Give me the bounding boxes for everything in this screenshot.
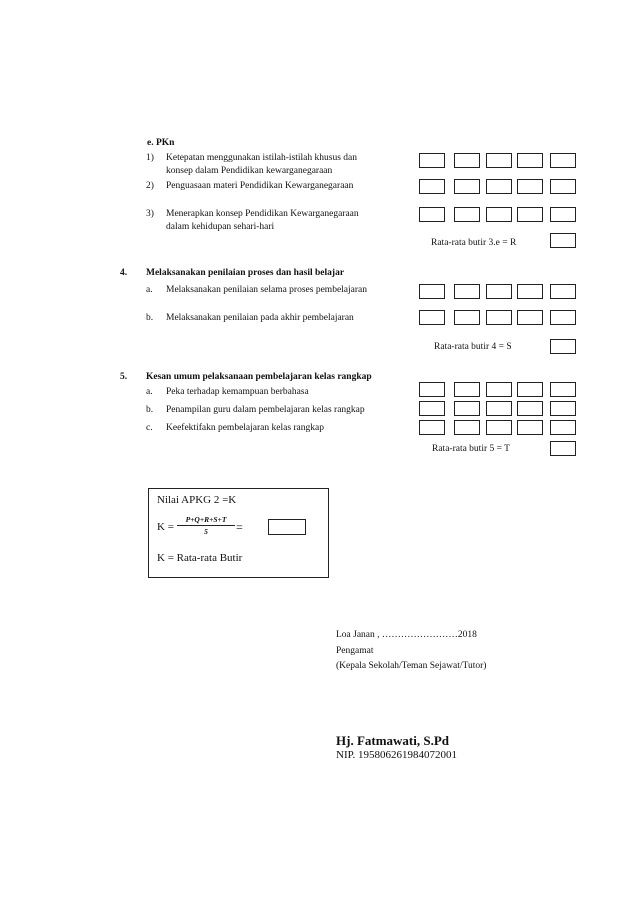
score-box[interactable] [419, 207, 445, 222]
item-number: b. [146, 405, 154, 415]
score-box[interactable] [550, 153, 576, 168]
score-box[interactable] [419, 284, 445, 299]
score-box[interactable] [550, 284, 576, 299]
average-label: Rata-rata butir 5 = T [432, 444, 510, 454]
score-box[interactable] [454, 382, 480, 397]
score-box[interactable] [486, 420, 512, 435]
score-box[interactable] [419, 153, 445, 168]
signer-name: Hj. Fatmawati, S.Pd [336, 733, 450, 748]
score-box[interactable] [486, 401, 512, 416]
summary-note: K = Rata-rata Butir [157, 552, 243, 564]
item-number: a. [146, 387, 153, 397]
formula-fraction [177, 515, 235, 536]
score-box[interactable] [550, 420, 576, 435]
score-box[interactable] [550, 382, 576, 397]
average-box[interactable] [550, 339, 576, 354]
formula-numerator: P+Q+R+S+T [177, 515, 235, 526]
item-number: 2) [146, 181, 154, 191]
score-box[interactable] [454, 310, 480, 325]
item-text: Ketepatan menggunakan istilah-istilah khusus dan [166, 153, 358, 163]
average-label: Rata-rata butir 4 = S [434, 342, 512, 352]
item-text: Penguasaan materi Pendidikan Kewarganegaraan [166, 181, 354, 191]
section-4-number: 4. [120, 268, 128, 278]
item-number: c. [146, 423, 153, 433]
formula-equals: = [236, 520, 243, 534]
item-text-continued: konsep dalam Pendidikan kewarganegaraan [166, 166, 333, 176]
item-text-continued: dalam kehidupan sehari-hari [166, 222, 275, 232]
score-box[interactable] [517, 284, 543, 299]
score-box[interactable] [419, 401, 445, 416]
score-box[interactable] [550, 207, 576, 222]
score-box[interactable] [486, 382, 512, 397]
average-box[interactable] [550, 233, 576, 248]
item-text: Menerapkan konsep Pendidikan Kewarganegaraan [166, 209, 359, 219]
signer-role: Pengamat [336, 646, 374, 656]
item-number: 1) [146, 153, 154, 163]
section-5-number: 5. [120, 372, 128, 382]
score-box[interactable] [419, 382, 445, 397]
item-number: a. [146, 285, 153, 295]
average-box[interactable] [550, 441, 576, 456]
item-number: b. [146, 313, 154, 323]
score-box[interactable] [517, 401, 543, 416]
place-date: Loa Janan , ……………………2018 [336, 630, 477, 640]
score-box[interactable] [454, 207, 480, 222]
signer-role-detail: (Kepala Sekolah/Teman Sejawat/Tutor) [336, 661, 487, 671]
section-4-heading: Melaksanakan penilaian proses dan hasil belajar [146, 268, 345, 278]
score-box[interactable] [454, 153, 480, 168]
section-e-heading: e. PKn [147, 138, 175, 148]
summary-title: Nilai APKG 2 =K [157, 494, 237, 506]
score-box[interactable] [550, 310, 576, 325]
item-text: Penampilan guru dalam pembelajaran kelas rangkap [166, 405, 365, 415]
score-box[interactable] [486, 179, 512, 194]
item-text: Peka terhadap kemampuan berbahasa [166, 387, 309, 397]
score-box[interactable] [486, 310, 512, 325]
score-box[interactable] [550, 401, 576, 416]
score-box[interactable] [517, 382, 543, 397]
score-box[interactable] [550, 179, 576, 194]
item-text: Keefektifakn pembelajaran kelas rangkap [166, 423, 324, 433]
score-box[interactable] [419, 179, 445, 194]
item-text: Melaksanakan penilaian pada akhir pembelajaran [166, 313, 354, 323]
result-box[interactable] [268, 519, 306, 535]
score-box[interactable] [454, 401, 480, 416]
score-box[interactable] [454, 420, 480, 435]
item-text: Melaksanakan penilaian selama proses pembelajaran [166, 285, 367, 295]
score-box[interactable] [486, 284, 512, 299]
score-box[interactable] [454, 284, 480, 299]
score-box[interactable] [486, 153, 512, 168]
item-number: 3) [146, 209, 154, 219]
score-box[interactable] [517, 420, 543, 435]
score-box[interactable] [517, 179, 543, 194]
score-box[interactable] [517, 153, 543, 168]
score-box[interactable] [517, 310, 543, 325]
section-5-heading: Kesan umum pelaksanaan pembelajaran kelas rangkap [146, 372, 372, 382]
signer-nip: NIP. 195806261984072001 [336, 749, 458, 761]
formula-denominator: 5 [204, 527, 208, 536]
score-box[interactable] [517, 207, 543, 222]
average-label: Rata-rata butir 3.e = R [431, 238, 517, 248]
score-box[interactable] [486, 207, 512, 222]
score-box[interactable] [419, 420, 445, 435]
score-box[interactable] [419, 310, 445, 325]
score-box[interactable] [454, 179, 480, 194]
formula-k-prefix: K = [157, 521, 174, 533]
